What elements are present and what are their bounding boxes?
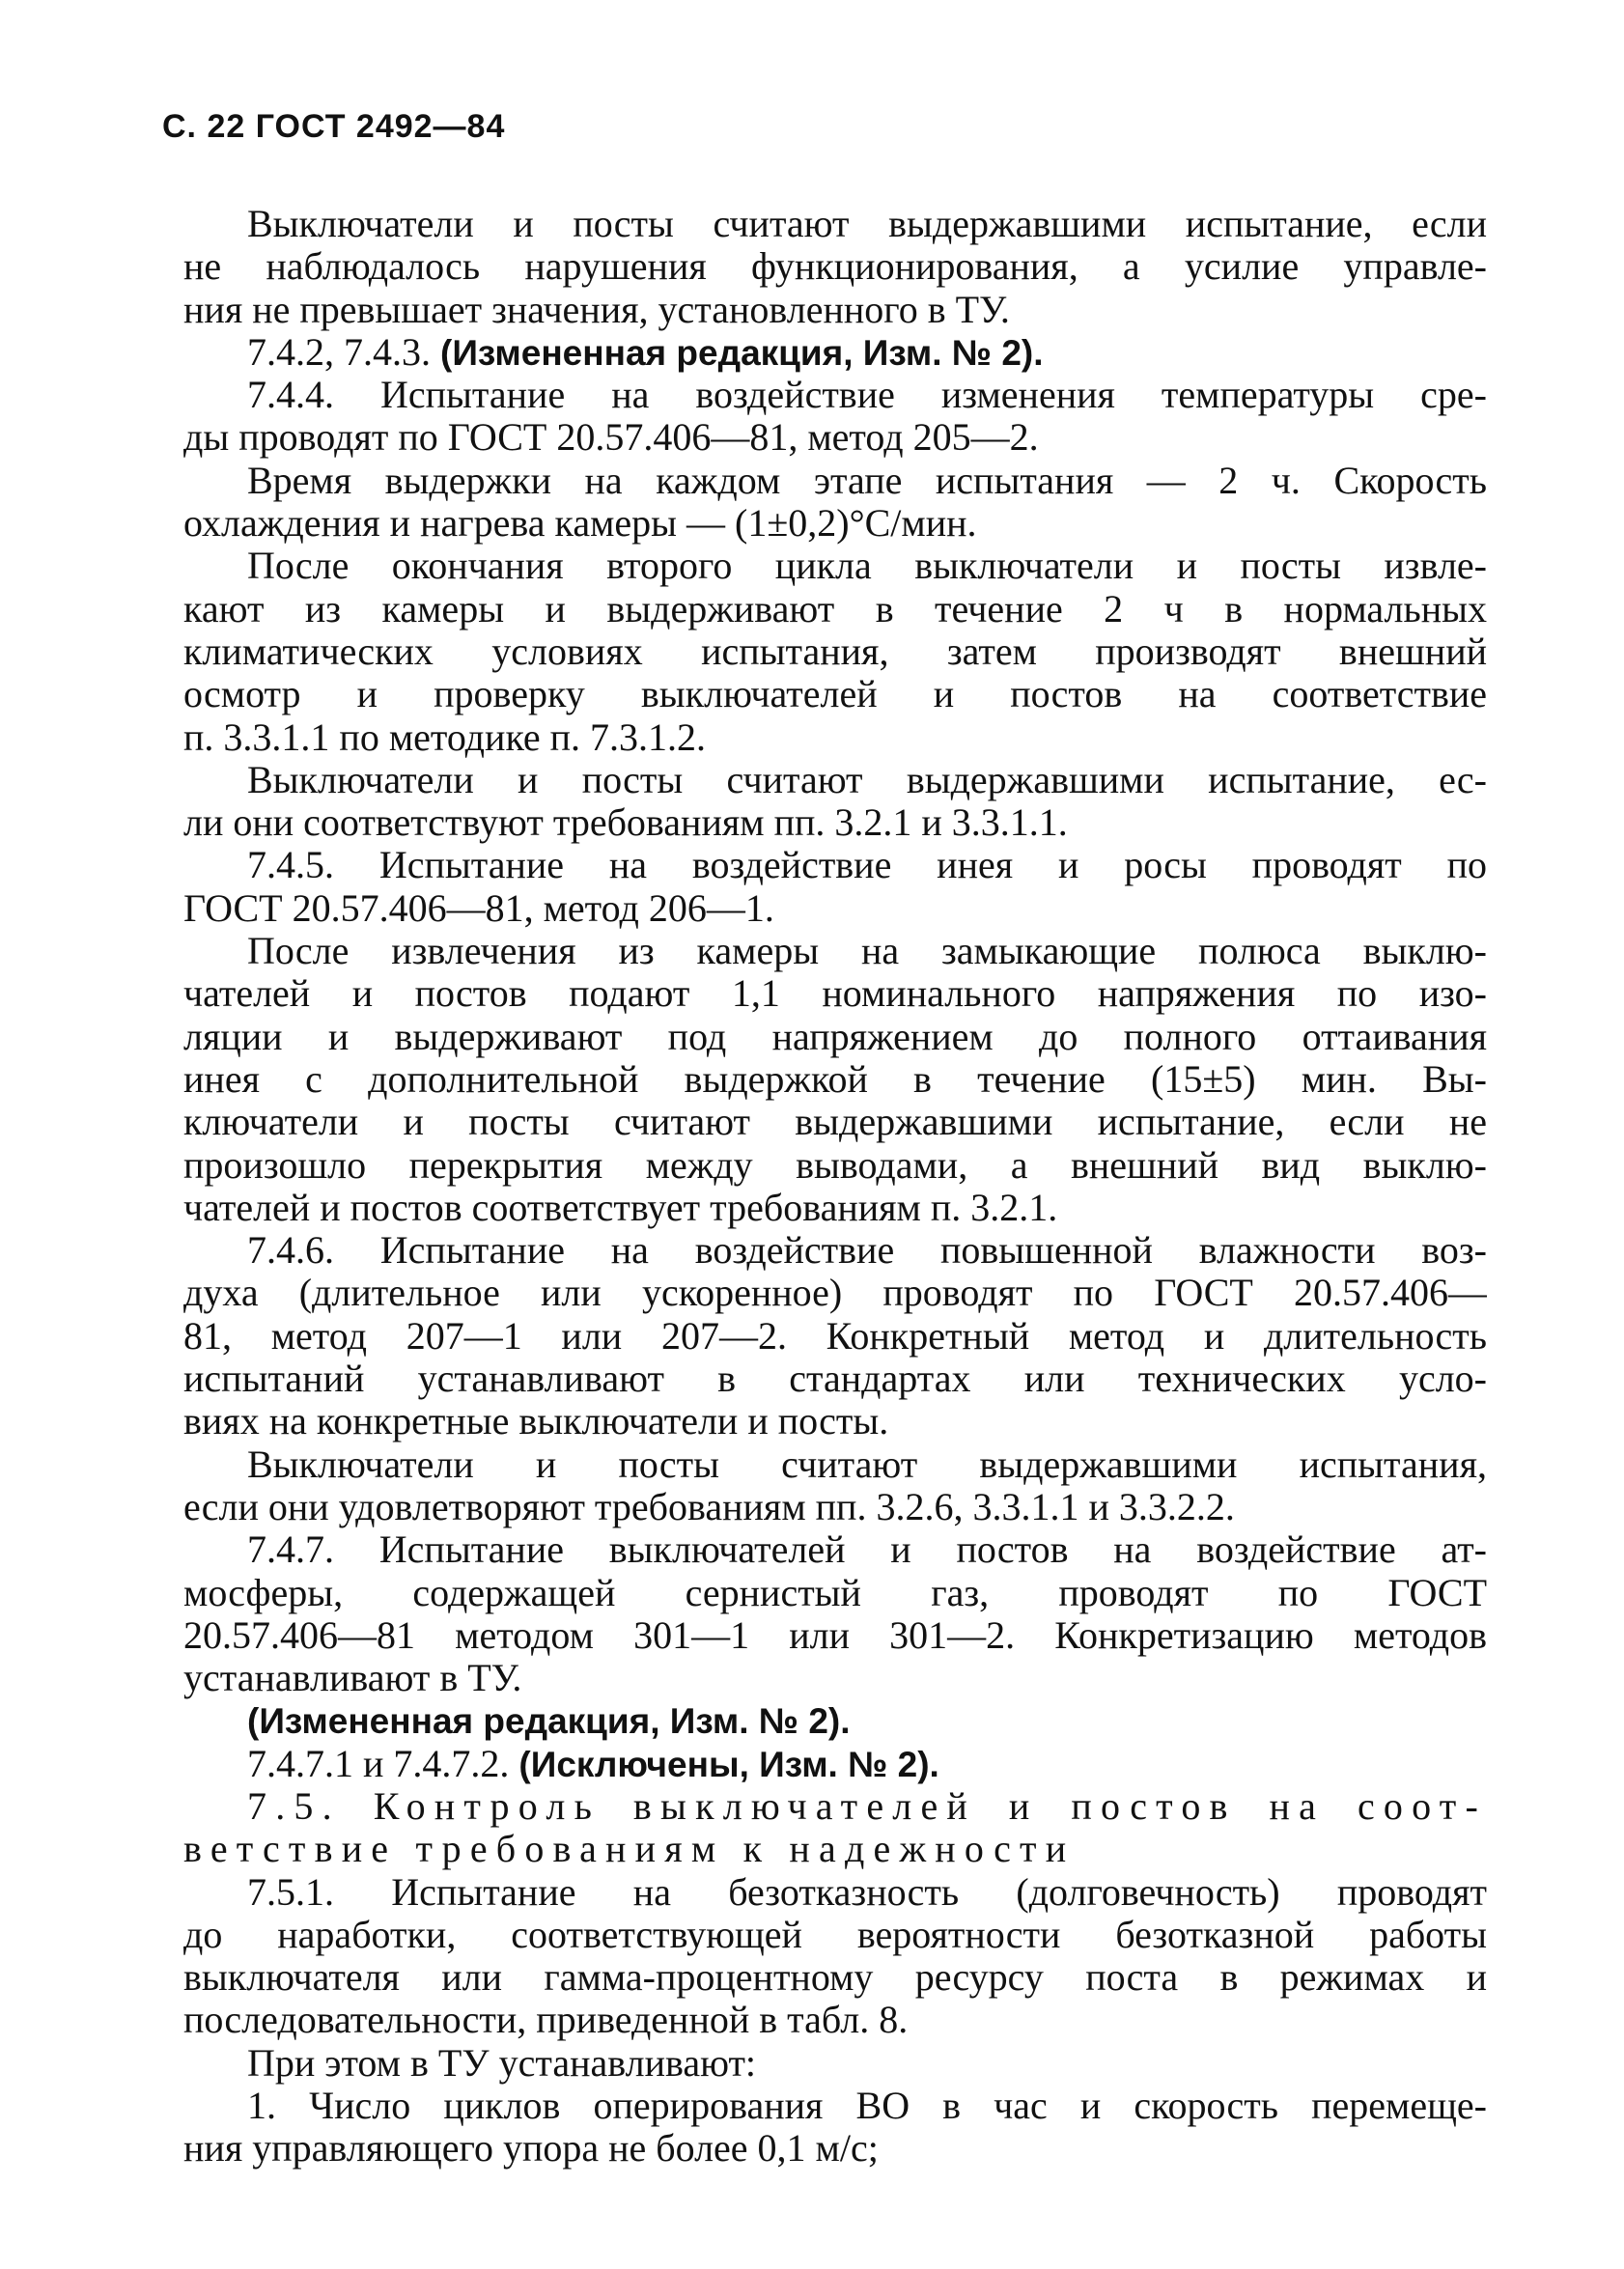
text-line <box>183 1828 1487 1870</box>
text-line <box>183 1315 1487 1358</box>
text-line-content: духа (длительное или ускоренное) проводят по ГОСТ 20.57.406— <box>183 1272 1487 1315</box>
text-line-content: последовательности, приведенной в табл. 8. <box>183 1998 909 2042</box>
text-line <box>183 1871 1487 1914</box>
text-line-content: произошло перекрытия между выводами, а внешний вид выклю- <box>183 1143 1487 1187</box>
text-line <box>183 545 1487 587</box>
text-line <box>183 331 1487 374</box>
text-line <box>183 588 1487 630</box>
text-line <box>183 759 1487 801</box>
text-line <box>183 1187 1487 1229</box>
text-line-content: если они удовлетворяют требованиям пп. 3.2.6, 3.3.1.1 и 3.3.2.2. <box>183 1484 1235 1528</box>
text-line <box>183 630 1487 673</box>
text-line-content: охлаждения и нагрева камеры — (1±0,2)°С/мин. <box>183 501 977 546</box>
amendment-note: (Исключены, Изм. № 2). <box>518 1744 939 1784</box>
text-line <box>183 1743 1487 1785</box>
text-line-content: 81, метод 207—1 или 207—2. Конкретный метод и длительность <box>183 1314 1487 1358</box>
text-line-content: ветствие требованиям к надежности <box>183 1827 1076 1871</box>
text-line-content: 7.4.5. Испытание на воздействие инея и росы проводят по <box>247 844 1487 887</box>
text-line-content: ключатели и посты считают выдержавшими испытание, если не <box>183 1101 1487 1144</box>
text-line-content: 7.4.6. Испытание на воздействие повышенной влажности воз- <box>247 1229 1487 1273</box>
text-line <box>183 887 1487 930</box>
text-line-content: осмотр и проверку выключателей и постов на соответствие <box>183 673 1487 716</box>
text-line-content: климатических условиях испытания, затем производят внешний <box>183 630 1487 673</box>
amendment-note: (Измененная редакция, Изм. № 2). <box>440 332 1044 373</box>
text-line-content: 7.5. Контроль выключателей и постов на соот- <box>247 1784 1487 1828</box>
text-line <box>183 1572 1487 1614</box>
text-line <box>183 972 1487 1015</box>
text-line-content: ния не превышает значения, установленного в ТУ. <box>183 287 1010 331</box>
text-line <box>183 716 1487 759</box>
text-line <box>183 1016 1487 1058</box>
text-line-content: Выключатели и посты считают выдержавшими испытание, ес- <box>247 758 1487 801</box>
text-line-content: до наработки, соответствующей вероятности безотказной работы <box>183 1913 1487 1956</box>
text-line-content: 1. Число циклов оперирования ВО в час и скорость перемеще- <box>247 2085 1487 2128</box>
text-line-content: виях на конкретные выключатели и посты. <box>183 1399 889 1443</box>
text-line-content: ГОСТ 20.57.406—81, метод 206—1. <box>183 885 774 930</box>
text-line <box>183 844 1487 886</box>
text-line-content: ляции и выдерживают под напряжением до полного оттаивания <box>183 1015 1487 1058</box>
page-header: С. 22 ГОСТ 2492—84 <box>162 108 506 145</box>
text-line-content: После окончания второго цикла выключатели и посты извле- <box>247 545 1487 588</box>
text-line-content: 20.57.406—81 методом 301—1 или 301—2. Конкретизацию методов <box>183 1613 1487 1657</box>
text-line <box>183 374 1487 416</box>
text-line <box>183 245 1487 288</box>
text-line <box>183 1101 1487 1143</box>
text-line-content: не наблюдалось нарушения функционирования, а усилие управле- <box>183 245 1487 289</box>
text-line <box>183 1443 1487 1486</box>
text-line-content: Время выдержки на каждом этапе испытания — 2 ч. Скорость <box>247 459 1487 502</box>
text-line <box>183 1914 1487 1956</box>
text-line-content: 7.4.7. Испытание выключателей и постов на воздействие ат- <box>247 1528 1487 1572</box>
text-line-content: Выключатели и посты считают выдержавшими испытание, если <box>247 203 1487 245</box>
text-line-content: устанавливают в ТУ. <box>183 1656 522 1700</box>
text-line <box>183 1486 1487 1528</box>
text-line <box>183 1699 1487 1742</box>
text-line <box>183 2127 1487 2170</box>
text-line <box>183 1785 1487 1828</box>
text-line <box>183 1999 1487 2041</box>
text-line-content: чателей и постов подают 1,1 номинального напряжения по изо- <box>183 972 1487 1016</box>
text-line <box>183 1229 1487 1272</box>
text-line <box>183 1358 1487 1400</box>
text-line-content: ды проводят по ГОСТ 20.57.406—81, метод 205—2. <box>183 415 1039 460</box>
text-line-content: чателей и постов соответствует требованиям п. 3.2.1. <box>183 1185 1058 1229</box>
text-line <box>183 2085 1487 2127</box>
text-line <box>183 2042 1487 2085</box>
text-line-content: 7.5.1. Испытание на безотказность (долговечность) проводят <box>247 1870 1487 1914</box>
text-line-content: мосферы, содержащей сернистый газ, проводят по ГОСТ <box>183 1571 1487 1614</box>
text-line <box>183 1657 1487 1699</box>
text-line <box>183 502 1487 545</box>
text-line-content: После извлечения из камеры на замыкающие полюса выклю- <box>247 930 1487 973</box>
text-line <box>183 1400 1487 1443</box>
text-line <box>183 801 1487 844</box>
text-line <box>183 1528 1487 1571</box>
text-line-content: выключателя или гамма-процентному ресурсу поста в режимах и <box>183 1956 1487 2000</box>
text-line-content: Выключатели и посты считают выдержавшими испытания, <box>247 1443 1487 1486</box>
text-line <box>183 1058 1487 1101</box>
text-line <box>183 416 1487 459</box>
text-line <box>183 1956 1487 1999</box>
text-line <box>183 930 1487 972</box>
text-line <box>183 673 1487 715</box>
text-line-content: испытаний устанавливают в стандартах или технических усло- <box>183 1358 1487 1401</box>
text-line-content: инея с дополнительной выдержкой в течение (15±5) мин. Вы- <box>183 1057 1487 1101</box>
text-line <box>183 289 1487 331</box>
text-line-content: ли они соответствуют требованиям пп. 3.2.1 и 3.3.1.1. <box>183 800 1068 845</box>
text-line-content: ния управляющего упора не более 0,1 м/с; <box>183 2126 879 2171</box>
text-line <box>183 203 1487 245</box>
text-line-content: При этом в ТУ устанавливают: <box>247 2040 757 2085</box>
text-line <box>183 460 1487 502</box>
text-line <box>183 1144 1487 1187</box>
text-line-content: п. 3.3.1.1 по методике п. 7.3.1.2. <box>183 714 707 759</box>
amendment-note: (Измененная редакция, Изм. № 2). <box>247 1701 851 1742</box>
text-line-content: 7.4.4. Испытание на воздействие изменения температуры сре- <box>247 374 1487 417</box>
text-line-content: кают из камеры и выдерживают в течение 2 ч в нормальных <box>183 587 1487 630</box>
text-line-content: 7.4.7.1 и 7.4.7.2. <box>247 1741 519 1785</box>
body-text <box>183 203 1487 2171</box>
text-line-content: 7.4.2, 7.4.3. <box>247 329 440 374</box>
text-line <box>183 1614 1487 1657</box>
text-line <box>183 1272 1487 1314</box>
